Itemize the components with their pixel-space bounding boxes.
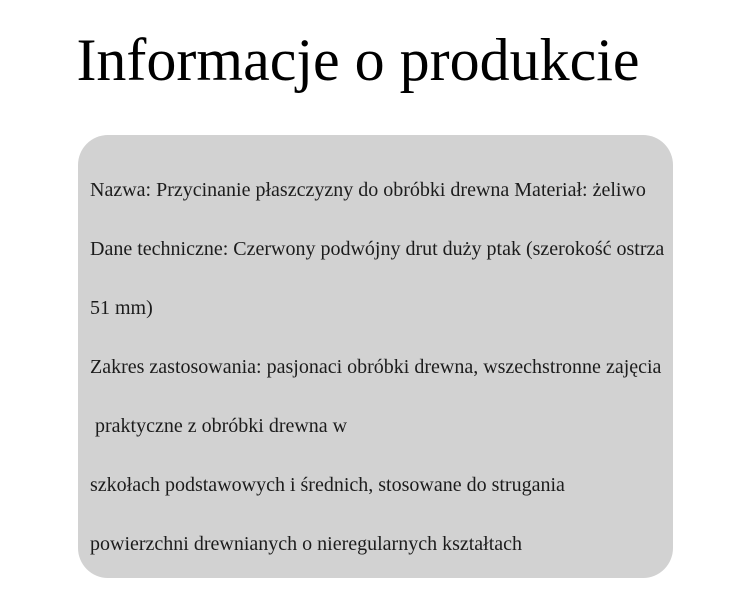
product-info-line-name: Nazwa: Przycinanie płaszczyzny do obróbki drewna Materiał: żeliwo [90,179,646,201]
product-info-line-scope-cont3: powierzchni drewnianych o nieregularnych kształtach [90,533,523,555]
product-info-line-specs: Dane techniczne: Czerwony podwójny drut duży ptak (szerokość ostrza [90,238,665,260]
product-info-line-specs-cont: 51 mm) [90,297,153,319]
page-title: Informacje o produkcie [76,27,640,93]
product-info-line-scope-cont2: szkołach podstawowych i średnich, stosowane do strugania [90,474,565,496]
product-info-line-scope: Zakres zastosowania: pasjonaci obróbki drewna, wszechstronne zajęcia [90,356,662,378]
product-info-line-scope-cont1: praktyczne z obróbki drewna w [90,415,348,437]
product-info-box [78,135,673,578]
